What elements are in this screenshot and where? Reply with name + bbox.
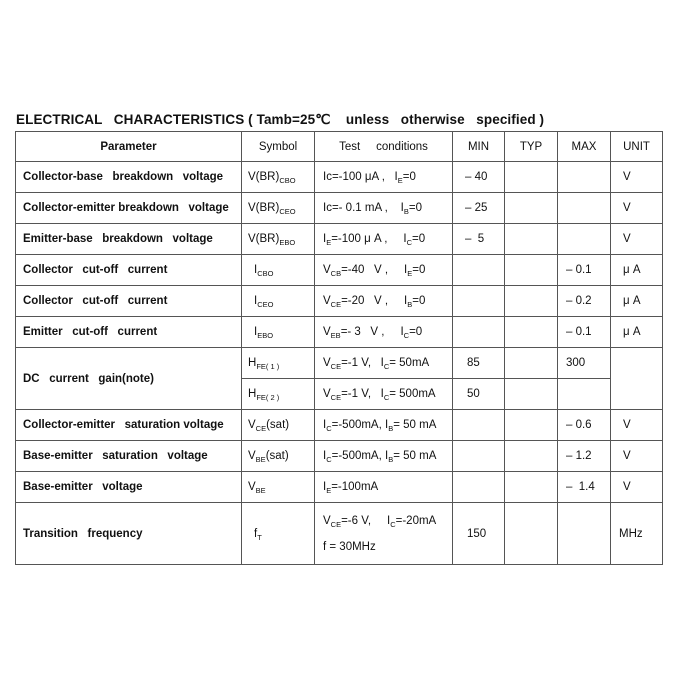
- unit-cell: μ A: [611, 317, 663, 348]
- header-typ: TYP: [505, 132, 558, 162]
- test-conditions-cell: Ic=- 0.1 mA , $I_B=0$: [315, 193, 453, 224]
- symbol-cell: $V_{BE}$: [242, 472, 315, 503]
- min-cell: [453, 472, 505, 503]
- max-cell: – 0.2: [558, 286, 611, 317]
- typ-cell: [505, 472, 558, 503]
- symbol-cell: $f_T$: [242, 503, 315, 565]
- typ-cell: [505, 348, 558, 379]
- symbol-cell: $V(BR)_{CEO}$: [242, 193, 315, 224]
- symbol-cell: $I_{CBO}$: [242, 255, 315, 286]
- min-cell: 150: [453, 503, 505, 565]
- typ-cell: [505, 286, 558, 317]
- max-cell: – 0.6: [558, 410, 611, 441]
- electrical-characteristics-table: [15, 131, 663, 565]
- test-conditions-cell: $V_{CE}=-20$ V , $I_B=0$: [315, 286, 453, 317]
- table-row: [16, 410, 663, 441]
- test-conditions-cell: $I_E=-100mA$: [315, 472, 453, 503]
- min-cell: [453, 255, 505, 286]
- max-cell: [558, 162, 611, 193]
- symbol-cell: $V(BR)_{CBO}$: [242, 162, 315, 193]
- symbol-cell: $H_{FE( 1 )}$: [242, 348, 315, 379]
- test-conditions-cell: $V_{CE}=-1$ V, $I_C= 50mA$: [315, 348, 453, 379]
- max-cell: – 1.4: [558, 472, 611, 503]
- test-condition-line-2: f = 30MHz: [323, 540, 376, 553]
- table-row: [16, 162, 663, 193]
- test-conditions-cell: $I_C=-500mA$, $I_B= 50$ mA: [315, 410, 453, 441]
- unit-cell: V: [611, 193, 663, 224]
- table-row: [16, 317, 663, 348]
- unit-cell: V: [611, 162, 663, 193]
- test-conditions-cell: $I_C=-500mA$, $I_B= 50$ mA: [315, 441, 453, 472]
- typ-cell: [505, 379, 558, 410]
- max-cell: [558, 193, 611, 224]
- max-cell: [558, 503, 611, 565]
- unit-cell: V: [611, 472, 663, 503]
- table-row: [16, 286, 663, 317]
- parameter-cell: Collector-base breakdown voltage: [16, 162, 242, 193]
- typ-cell: [505, 317, 558, 348]
- symbol-cell: $V_{CE}(sat)$: [242, 410, 315, 441]
- header-max: MAX: [558, 132, 611, 162]
- test-condition-line-1: $V_{CE}=-6$ V, $I_C=-20mA$: [323, 514, 437, 529]
- typ-cell: [505, 224, 558, 255]
- unit-cell: μ A: [611, 255, 663, 286]
- table-row: [16, 472, 663, 503]
- typ-cell: [505, 162, 558, 193]
- unit-cell: μ A: [611, 286, 663, 317]
- max-cell: [558, 379, 611, 410]
- test-conditions-cell: [315, 503, 453, 565]
- header-test-conditions: Test conditions: [315, 132, 453, 162]
- typ-cell: [505, 441, 558, 472]
- min-cell: [453, 410, 505, 441]
- table-row: [16, 224, 663, 255]
- parameter-cell: Base-emitter saturation voltage: [16, 441, 242, 472]
- unit-cell: V: [611, 224, 663, 255]
- unit-cell: MHz: [611, 503, 663, 565]
- parameter-cell: Collector cut-off current: [16, 286, 242, 317]
- test-conditions-cell: $V_{CE}=-1$ V, $I_C= 500mA$: [315, 379, 453, 410]
- typ-cell: [505, 255, 558, 286]
- symbol-cell: $H_{FE( 2 )}$: [242, 379, 315, 410]
- parameter-cell: Base-emitter voltage: [16, 472, 242, 503]
- table-row: [16, 255, 663, 286]
- parameter-cell: Emitter-base breakdown voltage: [16, 224, 242, 255]
- min-cell: [453, 286, 505, 317]
- parameter-cell: Collector-emitter breakdown voltage: [16, 193, 242, 224]
- min-cell: 85: [453, 348, 505, 379]
- table-row: [16, 441, 663, 472]
- header-symbol: Symbol: [242, 132, 315, 162]
- table-row: [16, 193, 663, 224]
- min-cell: – 25: [453, 193, 505, 224]
- min-cell: – 40: [453, 162, 505, 193]
- max-cell: 300: [558, 348, 611, 379]
- max-cell: – 0.1: [558, 255, 611, 286]
- parameter-cell: Transition frequency: [16, 503, 242, 565]
- typ-cell: [505, 410, 558, 441]
- parameter-cell: Collector-emitter saturation voltage: [16, 410, 242, 441]
- min-cell: [453, 317, 505, 348]
- header-unit: UNIT: [611, 132, 663, 162]
- section-title: ELECTRICAL CHARACTERISTICS ( Tamb=25℃ unless otherwise specified ): [16, 112, 545, 127]
- symbol-cell: $V_{BE}(sat)$: [242, 441, 315, 472]
- parameter-cell: Collector cut-off current: [16, 255, 242, 286]
- table-row-gain-1: [16, 348, 663, 379]
- unit-cell: V: [611, 410, 663, 441]
- test-conditions-cell: $V_{CB}=-40$ V , $I_E=0$: [315, 255, 453, 286]
- max-cell: – 0.1: [558, 317, 611, 348]
- unit-cell: [611, 348, 663, 410]
- test-conditions-cell: Ic=-100 μA , $I_E=0$: [315, 162, 453, 193]
- max-cell: [558, 224, 611, 255]
- table-row-transition-frequency: [16, 503, 663, 565]
- header-min: MIN: [453, 132, 505, 162]
- min-cell: – 5: [453, 224, 505, 255]
- typ-cell: [505, 503, 558, 565]
- min-cell: [453, 441, 505, 472]
- table-header-row: [16, 132, 663, 162]
- symbol-cell: $V(BR)_{EBO}$: [242, 224, 315, 255]
- test-conditions-cell: $I_E=-100$ μ A , $I_C=0$: [315, 224, 453, 255]
- max-cell: – 1.2: [558, 441, 611, 472]
- parameter-cell: DC current gain(note): [16, 348, 242, 410]
- min-cell: 50: [453, 379, 505, 410]
- header-parameter: Parameter: [16, 132, 242, 162]
- symbol-cell: $I_{EBO}$: [242, 317, 315, 348]
- typ-cell: [505, 193, 558, 224]
- symbol-cell: $I_{CEO}$: [242, 286, 315, 317]
- parameter-cell: Emitter cut-off current: [16, 317, 242, 348]
- test-conditions-cell: $V_{EB}=-$ 3 V , $I_C=0$: [315, 317, 453, 348]
- unit-cell: V: [611, 441, 663, 472]
